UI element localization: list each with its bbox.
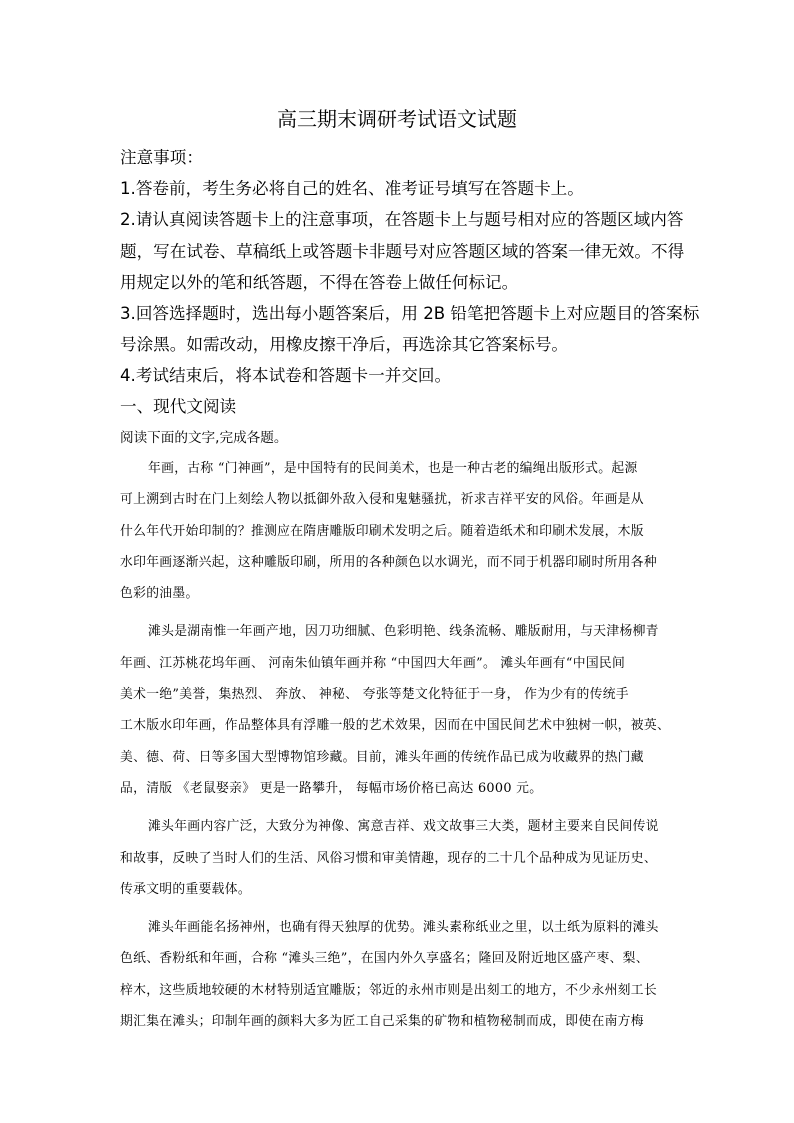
document-title: 高三期末调研考试语文试题 — [277, 107, 517, 131]
reading-instruction: 阅读下面的文字,完成各题。 — [120, 430, 288, 446]
passage-line: 年画，古称 “门神画”，是中国特有的民间美术，也是一种古老的编绳出版形式。起源 — [148, 461, 638, 476]
notice-line: 号涂黑。如需改动，用橡皮擦干净后，再选涂其它答案标号。 — [120, 335, 569, 355]
passage-line: 美、德、荷、日等多国大型博物馆珍藏。目前，滩头年画的传统作品已成为收藏界的热门藏 — [120, 749, 644, 765]
passage-paragraph — [120, 811, 674, 905]
passage-paragraph — [120, 616, 674, 804]
passage-line: 和故事，反映了当时人们的生活、风俗习惯和审美情趣，现存的二十几个品种成为见证历史、 — [120, 850, 657, 866]
notice-line: 4.考试结束后，将本试卷和答题卡一并交回。 — [120, 366, 452, 386]
notice-line: 1.答卷前，考生务必将自己的姓名、准考证号填写在答题卡上。 — [120, 179, 584, 199]
section-title: 一、现代文阅读 — [120, 397, 237, 416]
passage-line: 什么年代开始印制的？推测应在隋唐雕版印刷术发明之后。随着造纸术和印刷术发展，木版 — [120, 523, 644, 539]
passage-paragraph — [120, 453, 674, 609]
passage-paragraph — [120, 912, 674, 1037]
notice-line: 题，写在试卷、草稿纸上或答题卡非题号对应答题区域的答案一律无效。不得 — [120, 241, 685, 261]
notice-line: 2.请认真阅读答题卡上的注意事项，在答题卡上与题号相对应的答题区域内答 — [120, 210, 684, 230]
passage-line: 色彩的油墨。 — [120, 586, 199, 602]
notice-line: 3.回答选择题时，选出每小题答案后，用 2B 铅笔把答题卡上对应题目的答案标 — [120, 304, 700, 324]
passage-line: 期汇集在滩头；印制年画的颜料大多为匠工自己采集的矿物和植物秘制而成，即使在南方梅 — [120, 1014, 644, 1030]
passage-line: 滩头是湖南惟一年画产地，因刀功细腻、色彩明艳、线条流畅、雕版耐用，与天津杨柳青 — [148, 624, 659, 640]
passage-line: 工木版水印年画，作品整体具有浮雕一般的艺术效果，因而在中国民间艺术中独树一帜，被英、 — [120, 718, 671, 734]
passage-line: 梓木，这些质地较硬的木材特别适宜雕版；邻近的永州市则是出刻工的地方，不少永州刻工长 — [120, 982, 657, 998]
passage-line: 可上溯到古时在门上刻绘人物以抵御外敌入侵和鬼魅骚扰，祈求吉祥平安的风俗。年画是从 — [120, 492, 644, 508]
notice-line: 用规定以外的笔和纸答题，不得在答卷上做任何标记。 — [120, 272, 519, 292]
passage-line: 年画、江苏桃花坞年画、 河南朱仙镇年画并称 “中国四大年画”。 滩头年画有“中国民间 — [120, 655, 626, 671]
reading-passage — [120, 453, 674, 1044]
passage-line: 滩头年画内容广泛，大致分为神像、寓意吉祥、戏文故事三大类，题材主要来自民间传说 — [148, 819, 659, 835]
notice-heading: 注意事项： — [120, 148, 203, 167]
passage-line: 传承文明的重要载体。 — [120, 881, 251, 897]
passage-line: 品，清版 《老鼠娶亲》 更是一路攀升， 每幅市场价格已高达 6000 元。 — [120, 780, 543, 796]
passage-line: 色纸、香粉纸和年画，合称 “滩头三绝”，在国内外久享盛名；隆回及附近地区盛产枣、梨、 — [120, 951, 649, 967]
passage-line: 滩头年画能名扬神州，也确有得天独厚的优势。滩头素称纸业之里，以土纸为原料的滩头 — [148, 920, 659, 936]
notice-section — [120, 142, 700, 392]
passage-line: 美术一绝”美誉，集热烈、 奔放、 神秘、 夸张等楚文化特征于一身， 作为少有的传统手 — [120, 687, 629, 703]
passage-line: 水印年画逐渐兴起，这种雕版印刷，所用的各种颜色以水调光，而不同于机器印刷时所用各种 — [120, 554, 657, 570]
